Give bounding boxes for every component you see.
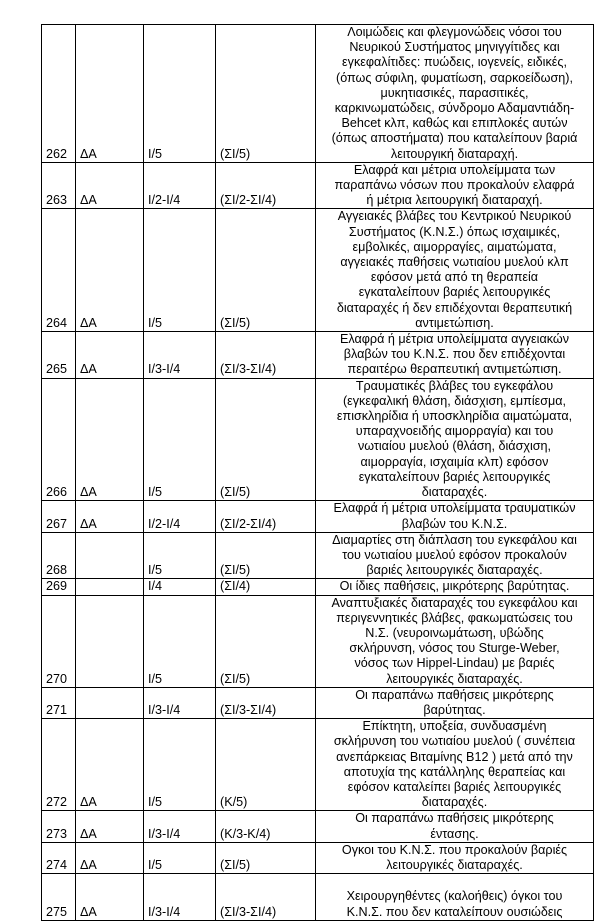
description-line: έντασης. xyxy=(430,826,479,841)
description-line: σκλήρυνση του νωτιαίου μυελού ( συνέπεια xyxy=(333,734,576,749)
description-line: του νωτιαίου μυελού εφόσον προκαλούν xyxy=(342,547,567,562)
description-line: αγγειακές παθήσεις νωτιαίου μυελού κλπ xyxy=(340,255,569,270)
disability-code: (Κ/5) xyxy=(216,719,316,811)
committee-code: ΔΑ xyxy=(76,162,144,209)
description-line: εγκαταλείπουν βαριές λειτουργικές xyxy=(358,469,551,484)
committee-code xyxy=(76,687,144,718)
disability-rate: I/5 xyxy=(144,532,216,579)
table-row xyxy=(42,532,594,579)
committee-code: ΔΑ xyxy=(76,378,144,501)
description-line: βαρύτητας. xyxy=(423,702,486,717)
disability-code: (ΣΙ/2-ΣΙ/4) xyxy=(216,162,316,209)
table-row xyxy=(42,874,594,921)
description-line: εφόσον μετά από τη θεραπεία xyxy=(370,270,539,285)
description-line: περιγεννητικές βλάβες, φακωματώσεις του xyxy=(336,610,573,625)
description-line: (εγκεφαλική θλάση, διάσχιση, εμπίεσμα, xyxy=(342,393,567,408)
disability-code: (ΣΙ/5) xyxy=(216,25,316,163)
description-line: (όπως σύφιλη, φυματίωση, σαρκοείδωση), xyxy=(336,70,573,85)
description-line: εφόσον καταλείπει βαριές λειτουργικές xyxy=(347,779,562,794)
description-line: (όπως αποστήματα) που καταλείπουν βαριά xyxy=(331,131,578,146)
table-row xyxy=(42,595,594,687)
disability-rate: I/5 xyxy=(144,378,216,501)
description-line: αποτυχία της κατάλληλης θεραπείας και xyxy=(343,764,566,779)
table-row xyxy=(42,25,594,163)
description-line: σκλήρυνση, νόσος του Sturge-Weber, xyxy=(349,641,560,656)
description-line: υπαραχνοειδής αιμορραγία) και του xyxy=(355,424,554,439)
description-line: Οι ίδιες παθήσεις, μικρότερης βαρύτητας. xyxy=(339,579,570,594)
description-line: Ελαφρά ή μέτρια υπολείμματα τραυματικών xyxy=(333,501,576,516)
condition-description xyxy=(316,162,594,209)
disability-rate: I/3-I/4 xyxy=(144,874,216,921)
table-row xyxy=(42,209,594,332)
description-line: Οι παραπάνω παθήσεις μικρότερης xyxy=(355,687,554,702)
disability-code: (ΣΙ/5) xyxy=(216,209,316,332)
table-row xyxy=(42,378,594,501)
disability-rate: I/5 xyxy=(144,209,216,332)
condition-description xyxy=(316,687,594,718)
disability-code: (ΣΙ/4) xyxy=(216,579,316,595)
description-line: Τραυματικές βλάβες του εγκεφάλου xyxy=(355,378,554,393)
description-line: παραπάνω νόσων που προκαλούν ελαφρά xyxy=(334,178,575,193)
description-line: περαιτέρω θεραπευτική αντιμετώπιση. xyxy=(347,362,562,377)
description-line: Επίκτητη, υποξεία, συνδυασμένη xyxy=(362,719,547,734)
committee-code: ΔΑ xyxy=(76,811,144,842)
description-line: Ογκοι του Κ.Ν.Σ. που προκαλούν βαριές xyxy=(341,842,568,857)
description-line: αιμορραγία, ισχαιμία κλπ) εφόσον xyxy=(360,454,549,469)
description-line: Οι παραπάνω παθήσεις μικρότερης xyxy=(355,811,554,826)
description-line: Συστήματος (Κ.Ν.Σ.) όπως ισχαιμικές, xyxy=(348,224,561,239)
condition-description xyxy=(316,332,594,379)
description-line: Αγγειακές βλάβες του Κεντρικού Νευρικού xyxy=(337,209,572,224)
table-row xyxy=(42,332,594,379)
description-line: Χειρουργηθέντες (καλοήθεις) όγκοι του xyxy=(346,889,563,904)
condition-description xyxy=(316,501,594,532)
committee-code: ΔΑ xyxy=(76,874,144,921)
row-number: 266 xyxy=(42,378,76,501)
row-number: 269 xyxy=(42,579,76,595)
disability-code: (ΣΙ/3-ΣΙ/4) xyxy=(216,332,316,379)
description-line: βαριές λειτουργικές διαταραχές. xyxy=(366,563,543,578)
description-line: Ελαφρά και μέτρια υπολείμματα των xyxy=(353,162,556,177)
description-line: λειτουργικές διαταραχές. xyxy=(386,857,523,872)
description-line: Ν.Σ. (νευροινωμάτωση, υβώδης xyxy=(365,625,544,640)
committee-code: ΔΑ xyxy=(76,25,144,163)
description-line: βλαβών του Κ.Ν.Σ. που δεν επιδέχονται xyxy=(343,347,566,362)
description-line: νωτιαίου μυελού (θλάση, διάσχιση, xyxy=(357,439,552,454)
disability-rate: I/5 xyxy=(144,595,216,687)
disability-rate: I/2-I/4 xyxy=(144,501,216,532)
row-number: 273 xyxy=(42,811,76,842)
disability-code: (ΣΙ/3-ΣΙ/4) xyxy=(216,687,316,718)
row-number: 262 xyxy=(42,25,76,163)
committee-code: ΔΑ xyxy=(76,719,144,811)
table-row xyxy=(42,719,594,811)
condition-description xyxy=(316,209,594,332)
description-line: εγκαταλείπουν βαριές λειτουργικές xyxy=(358,285,551,300)
committee-code: ΔΑ xyxy=(76,501,144,532)
committee-code xyxy=(76,579,144,595)
description-line: Διαμαρτίες στη διάπλαση του εγκεφάλου και xyxy=(332,532,577,547)
row-number: 267 xyxy=(42,501,76,532)
description-line: μυκητιασικές, παρασιτικές, xyxy=(380,85,529,100)
row-number: 271 xyxy=(42,687,76,718)
disability-rate: I/3-I/4 xyxy=(144,811,216,842)
disability-rate: I/2-I/4 xyxy=(144,162,216,209)
description-line: Κ.Ν.Σ. που δεν καταλείπουν ουσιώδεις xyxy=(346,904,563,919)
description-line: βλαβών του Κ.Ν.Σ. xyxy=(401,516,508,531)
description-line xyxy=(319,874,590,889)
disability-code: (Κ/3-Κ/4) xyxy=(216,811,316,842)
description-line: εμβολικές, αιμορραγίες, αιματώματα, xyxy=(352,239,557,254)
condition-description xyxy=(316,532,594,579)
committee-code: ΔΑ xyxy=(76,842,144,873)
condition-description xyxy=(316,811,594,842)
row-number: 275 xyxy=(42,874,76,921)
condition-description xyxy=(316,874,594,921)
committee-code xyxy=(76,595,144,687)
table-row xyxy=(42,501,594,532)
committee-code: ΔΑ xyxy=(76,209,144,332)
description-line: διαταραχές. xyxy=(421,795,488,810)
description-line: καρκινωματώδεις, σύνδρομο Αδαμαντιάδη- xyxy=(334,101,575,116)
description-line: αντιμετώπιση. xyxy=(415,315,494,330)
description-line: διαταραχές. xyxy=(421,485,488,500)
description-line: Ελαφρά ή μέτρια υπολείμματα αγγειακών xyxy=(339,332,570,347)
row-number: 268 xyxy=(42,532,76,579)
description-line: Λοιμώδεις και φλεγμονώδεις νόσοι του xyxy=(347,25,562,39)
disability-rate: I/3-I/4 xyxy=(144,687,216,718)
disability-code: (ΣΙ/5) xyxy=(216,378,316,501)
condition-description xyxy=(316,378,594,501)
row-number: 270 xyxy=(42,595,76,687)
row-number: 264 xyxy=(42,209,76,332)
disability-rate: I/5 xyxy=(144,842,216,873)
disability-code: (ΣΙ/3-ΣΙ/4) xyxy=(216,874,316,921)
row-number: 272 xyxy=(42,719,76,811)
description-line: νόσος των Hippel-Lindau) με βαριές xyxy=(354,656,555,671)
disability-code: (ΣΙ/5) xyxy=(216,842,316,873)
table-row xyxy=(42,162,594,209)
disability-rates-table xyxy=(41,24,594,921)
condition-description xyxy=(316,25,594,163)
committee-code: ΔΑ xyxy=(76,332,144,379)
disability-code: (ΣΙ/5) xyxy=(216,532,316,579)
row-number: 263 xyxy=(42,162,76,209)
condition-description xyxy=(316,719,594,811)
description-line: ή μέτρια λειτουργική διαταραχή. xyxy=(366,193,543,208)
description-line: Behcet κλπ, καθώς και επιπλοκές αυτών xyxy=(341,116,568,131)
description-line: ανεπάρκειας Βιταμίνης Β12 ) μετά από την xyxy=(336,749,573,764)
condition-description xyxy=(316,579,594,595)
row-number: 274 xyxy=(42,842,76,873)
disability-rate: I/4 xyxy=(144,579,216,595)
disability-rate: I/5 xyxy=(144,719,216,811)
description-line: Αναπτυξιακές διαταραχές του εγκεφάλου και xyxy=(331,595,578,610)
description-line: διαταραχές ή δεν επιδέχονται θεραπευτική xyxy=(336,300,573,315)
description-line: λειτουργικές διαταραχές. xyxy=(386,671,523,686)
condition-description xyxy=(316,595,594,687)
disability-code: (ΣΙ/5) xyxy=(216,595,316,687)
disability-code: (ΣΙ/2-ΣΙ/4) xyxy=(216,501,316,532)
description-line: λειτουργική διαταραχή. xyxy=(390,146,519,161)
description-line: επισκληρίδια ή υποσκληρίδια αιματώματα, xyxy=(336,409,573,424)
disability-rate: I/3-I/4 xyxy=(144,332,216,379)
row-number: 265 xyxy=(42,332,76,379)
table-row xyxy=(42,579,594,595)
table-body xyxy=(42,25,594,921)
table-row xyxy=(42,687,594,718)
committee-code xyxy=(76,532,144,579)
disability-rate: I/5 xyxy=(144,25,216,163)
description-line: εγκεφαλίτιδες: πυώδεις, ιογενείς, ειδικές, xyxy=(342,55,567,70)
condition-description xyxy=(316,842,594,873)
description-line: Νευρικού Συστήματος μηνιγγίτιδες και xyxy=(349,40,560,55)
table-row xyxy=(42,842,594,873)
table-row xyxy=(42,811,594,842)
